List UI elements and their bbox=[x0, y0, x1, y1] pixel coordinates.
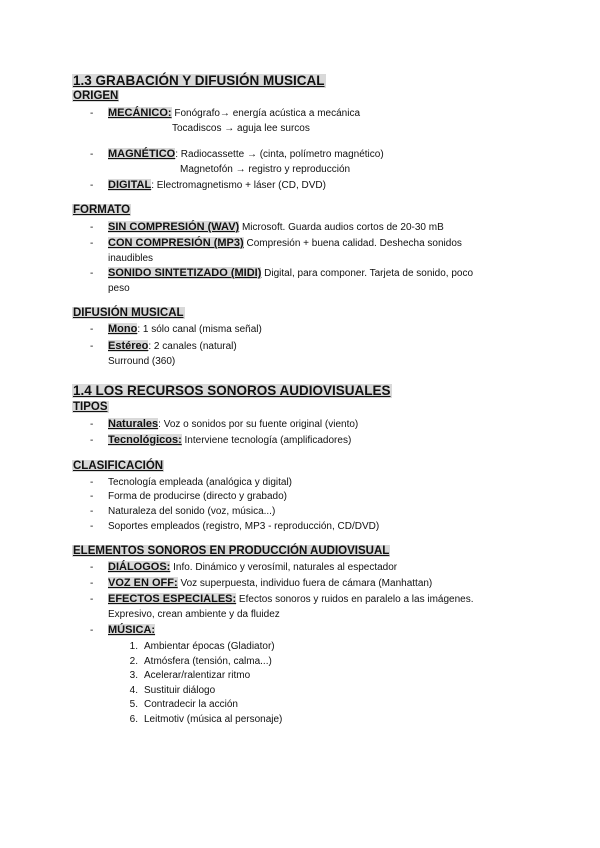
section-title-1-4: 1.4 LOS RECURSOS SONOROS AUDIOVISUALES bbox=[73, 383, 391, 398]
item-key: DIÁLOGOS: bbox=[108, 561, 171, 573]
item-text: Interviene tecnología (amplificadores) bbox=[181, 435, 352, 446]
item-sub: Magnetofón → registro y reproducción bbox=[180, 164, 351, 175]
item-text: : Voz o sonidos por su fuente original (viento) bbox=[158, 419, 359, 430]
item-key: SIN COMPRESIÓN (WAV) bbox=[108, 221, 240, 233]
item-continuation: Expresivo, crean ambiente y da fluidez bbox=[108, 609, 280, 620]
item-key: MAGNÉTICO bbox=[108, 148, 176, 160]
list-dash: - bbox=[90, 625, 94, 636]
item-key: Estéreo bbox=[108, 340, 149, 352]
list-dash: - bbox=[90, 578, 94, 589]
item-text: Voz superpuesta, individuo fuera de cámara (Manhattan) bbox=[177, 578, 433, 589]
list-number: 6. bbox=[129, 714, 138, 725]
list-item: Soportes empleados (registro, MP3 - reproducción, CD/DVD) bbox=[108, 521, 380, 532]
item-sub: Tocadiscos → aguja lee surcos bbox=[172, 123, 310, 134]
heading-clasificacion: CLASIFICACIÓN bbox=[73, 460, 164, 472]
item-text: Efectos sonoros y ruidos en paralelo a las imágenes. bbox=[236, 594, 474, 605]
list-dash: - bbox=[90, 180, 94, 191]
item-key: EFECTOS ESPECIALES: bbox=[108, 593, 237, 605]
item-key: SONIDO SINTETIZADO (MIDI) bbox=[108, 267, 262, 279]
list-number: 4. bbox=[129, 685, 138, 696]
list-item: Tecnología empleada (analógica y digital) bbox=[108, 477, 293, 488]
item-key: VOZ EN OFF: bbox=[108, 577, 178, 589]
list-number: 2. bbox=[129, 656, 138, 667]
item-continuation: Surround (360) bbox=[108, 356, 176, 367]
list-dash: - bbox=[90, 268, 94, 279]
list-item bbox=[108, 340, 237, 353]
list-dash: - bbox=[90, 491, 94, 502]
item-key: Naturales bbox=[108, 418, 159, 430]
list-item: Forma de producirse (directo y grabado) bbox=[108, 491, 287, 502]
list-dash: - bbox=[90, 324, 94, 335]
item-text: : Radiocassette → (cinta, polímetro magnético) bbox=[175, 149, 384, 160]
list-dash: - bbox=[90, 108, 94, 119]
item-key: DIGITAL bbox=[108, 179, 152, 191]
list-dash: - bbox=[90, 238, 94, 249]
item-key: MÚSICA: bbox=[108, 624, 156, 636]
list-item bbox=[108, 418, 358, 431]
list-dash: - bbox=[90, 419, 94, 430]
list-number: 3. bbox=[129, 670, 138, 681]
list-item bbox=[108, 107, 360, 120]
item-key: Tecnológicos: bbox=[108, 434, 182, 446]
list-dash: - bbox=[90, 435, 94, 446]
item-text: : 1 sólo canal (misma señal) bbox=[137, 324, 262, 335]
list-item bbox=[108, 561, 397, 574]
item-text: Digital, para componer. Tarjeta de sonido, poco bbox=[261, 268, 474, 279]
list-item bbox=[108, 593, 474, 606]
list-dash: - bbox=[90, 149, 94, 160]
list-number: 1. bbox=[129, 641, 138, 652]
list-item bbox=[108, 237, 462, 250]
list-dash: - bbox=[90, 222, 94, 233]
list-item bbox=[108, 148, 384, 161]
list-item: Leitmotiv (música al personaje) bbox=[144, 714, 283, 725]
list-dash: - bbox=[90, 341, 94, 352]
item-text: Compresión + buena calidad. Deshecha sonidos bbox=[243, 238, 462, 249]
list-item bbox=[108, 323, 262, 336]
item-key: CON COMPRESIÓN (MP3) bbox=[108, 237, 244, 249]
list-item bbox=[108, 221, 444, 234]
list-item: Naturaleza del sonido (voz, música...) bbox=[108, 506, 276, 517]
item-text: : Electromagnetismo + láser (CD, DVD) bbox=[151, 180, 326, 191]
list-item bbox=[108, 624, 155, 637]
list-item bbox=[108, 577, 432, 590]
list-dash: - bbox=[90, 477, 94, 488]
list-dash: - bbox=[90, 562, 94, 573]
list-item bbox=[108, 179, 326, 192]
list-item: Atmósfera (tensión, calma...) bbox=[144, 656, 272, 667]
item-text: Fonógrafo→ energía acústica a mecánica bbox=[171, 108, 360, 119]
list-dash: - bbox=[90, 506, 94, 517]
heading-elementos: ELEMENTOS SONOROS EN PRODUCCIÓN AUDIOVISUAL bbox=[73, 545, 390, 557]
list-item: Acelerar/ralentizar ritmo bbox=[144, 670, 251, 681]
list-item bbox=[108, 434, 351, 447]
heading-origen: ORIGEN bbox=[73, 90, 119, 102]
item-key: MECÁNICO: bbox=[108, 107, 172, 119]
list-dash: - bbox=[90, 521, 94, 532]
list-item: Sustituir diálogo bbox=[144, 685, 216, 696]
heading-formato: FORMATO bbox=[73, 204, 131, 216]
heading-difusion: DIFUSIÓN MUSICAL bbox=[73, 307, 184, 319]
item-text: Microsoft. Guarda audios cortos de 20-30 mB bbox=[239, 222, 444, 233]
section-title-1-3: 1.3 GRABACIÓN Y DIFUSIÓN MUSICAL bbox=[73, 73, 325, 88]
list-item: Contradecir la acción bbox=[144, 699, 238, 710]
item-key: Mono bbox=[108, 323, 138, 335]
item-continuation: inaudibles bbox=[108, 253, 154, 264]
item-text: Info. Dinámico y verosímil, naturales al espectador bbox=[170, 562, 398, 573]
list-number: 5. bbox=[129, 699, 138, 710]
item-continuation: peso bbox=[108, 283, 130, 294]
list-item bbox=[108, 267, 473, 280]
heading-tipos: TIPOS bbox=[73, 401, 108, 413]
list-item: Ambientar épocas (Gladiator) bbox=[144, 641, 275, 652]
list-dash: - bbox=[90, 594, 94, 605]
item-text: : 2 canales (natural) bbox=[148, 341, 237, 352]
